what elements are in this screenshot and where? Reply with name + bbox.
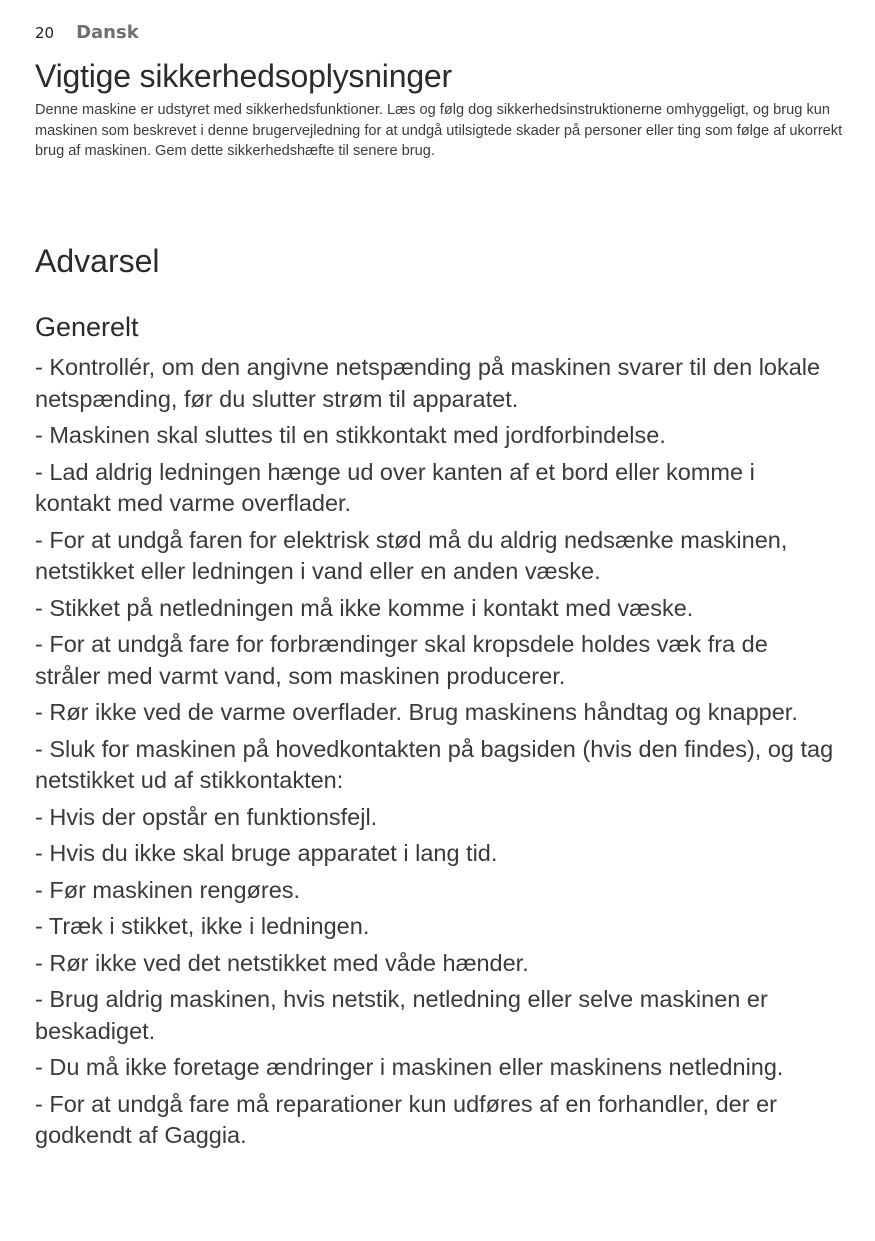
warning-list bbox=[35, 352, 835, 1157]
warning-item: - Stikket på netledningen må ikke komme i kontakt med væske. bbox=[35, 594, 694, 621]
subsection-title: Generelt bbox=[35, 312, 139, 342]
warning-item: - Lad aldrig ledningen hænge ud over kanten af et bord eller komme i kontakt med varme overflader. bbox=[35, 458, 755, 516]
warning-item: - For at undgå faren for elektrisk stød må du aldrig nedsænke maskinen, netstikket eller ledningen i vand eller en anden væske. bbox=[35, 526, 788, 584]
warning-item: - Hvis du ikke skal bruge apparatet i lang tid. bbox=[35, 840, 498, 866]
page-title: Vigtige sikkerhedsoplysninger bbox=[35, 58, 452, 94]
warning-item: - For at undgå fare må reparationer kun udføres af en forhandler, der er godkendt af Gaggia. bbox=[35, 1090, 777, 1148]
warning-item: - For at undgå fare for forbrændinger skal kropsdele holdes væk fra de stråler med varmt vand, som maskinen producerer. bbox=[35, 631, 768, 689]
intro-paragraph: Denne maskine er udstyret med sikkerhedsfunktioner. Læs og følg dog sikkerhedsinstruktionerne omhyggeligt, og brug kun maskinen som beskrevet i denne brugervejledning for at undgå utilsigtede skader på personer eller ting som følge af ukorrekt brug af maskinen. Gem dette sikkerhedshæfte til senere brug. bbox=[35, 102, 843, 159]
warning-item: - Træk i stikket, ikke i ledningen. bbox=[35, 913, 370, 939]
warning-item: - Kontrollér, om den angivne netspænding på maskinen svarer til den lokale netspænding, før du slutter strøm til apparatet. bbox=[35, 354, 821, 412]
section-title: Advarsel bbox=[35, 243, 160, 279]
warning-item: - Rør ikke ved de varme overflader. Brug maskinens håndtag og knapper. bbox=[35, 699, 798, 725]
warning-item: - Sluk for maskinen på hovedkontakten på bagsiden (hvis den findes), og tag netstikket ud af stikkontakten: bbox=[35, 735, 834, 793]
warning-item: - Maskinen skal sluttes til en stikkontakt med jordforbindelse. bbox=[35, 422, 666, 448]
page-header bbox=[35, 22, 139, 43]
warning-item: - Før maskinen rengøres. bbox=[35, 876, 301, 903]
warning-item: - Du må ikke foretage ændringer i maskinen eller maskinens netledning. bbox=[35, 1054, 784, 1080]
warning-item: - Rør ikke ved det netstikket med våde hænder. bbox=[35, 949, 529, 976]
warning-item: - Brug aldrig maskinen, hvis netstik, netledning eller selve maskinen er beskadiget. bbox=[35, 986, 768, 1044]
language-label: Dansk bbox=[76, 22, 139, 43]
page-number: 20 bbox=[35, 24, 55, 42]
warning-item: - Hvis der opstår en funktionsfejl. bbox=[35, 803, 378, 830]
